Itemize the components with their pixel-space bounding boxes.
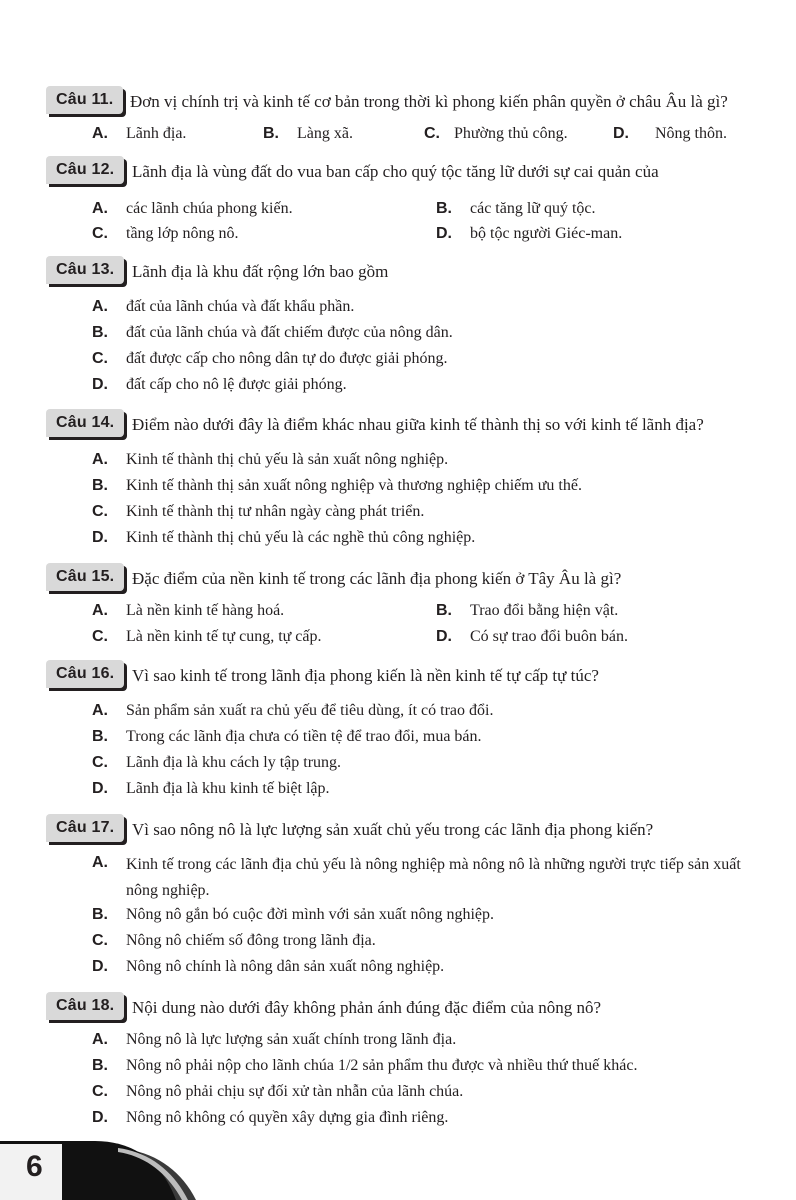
option-letter: C.	[424, 125, 440, 142]
question-header	[46, 156, 786, 184]
option-text: Nông nô chính là nông dân sản xuất nông nghiệp.	[126, 958, 445, 975]
option-text: Nông nô phải chịu sự đối xử tàn nhẫn của lãnh chúa.	[126, 1083, 464, 1100]
option-letter: D.	[92, 780, 108, 797]
question-number-badge: Câu 16.	[46, 660, 124, 688]
question-header	[46, 409, 786, 437]
question-header	[46, 256, 786, 284]
option-text: Có sự trao đổi buôn bán.	[470, 628, 628, 645]
option-text: Lãnh địa là khu cách ly tập trung.	[126, 754, 342, 771]
option-text: Nông nô gắn bó cuộc đời mình với sản xuất nông nghiệp.	[126, 906, 494, 923]
option-text: Nông nô phải nộp cho lãnh chúa 1/2 sản phẩm thu được và nhiều thứ thuế khác.	[126, 1057, 638, 1074]
option-letter: C.	[92, 1083, 108, 1100]
question-text: Vì sao nông nô là lực lượng sản xuất chủ yếu trong các lãnh địa phong kiến?	[132, 820, 654, 839]
option-text: Kinh tế thành thị chủ yếu là các nghề thủ công nghiệp.	[126, 529, 476, 546]
option-text: Trao đổi bằng hiện vật.	[470, 602, 619, 619]
option-text: Là nền kinh tế hàng hoá.	[126, 602, 285, 619]
question-text: Nội dung nào dưới đây không phản ánh đúng đặc điểm của nông nô?	[132, 998, 602, 1017]
question-text: Lãnh địa là khu đất rộng lớn bao gồm	[132, 262, 389, 281]
option-text: Lãnh địa.	[126, 125, 187, 142]
option-letter: C.	[92, 932, 108, 949]
option-letter: D.	[92, 376, 108, 393]
option-letter: D.	[92, 529, 108, 546]
question-text: Đơn vị chính trị và kinh tế cơ bản trong thời kì phong kiến phân quyền ở châu Âu là gì?	[130, 92, 728, 111]
option-letter: A.	[92, 1031, 108, 1048]
question-number-badge: Câu 11.	[46, 86, 123, 114]
question-header	[46, 814, 786, 842]
option-text: các tăng lữ quý tộc.	[470, 200, 596, 217]
option-text: Làng xã.	[297, 125, 353, 142]
option-text: Nông nô là lực lượng sản xuất chính trong lãnh địa.	[126, 1031, 457, 1048]
option-letter: D.	[92, 958, 108, 975]
option-text: tầng lớp nông nô.	[126, 225, 239, 242]
option-letter: B.	[92, 906, 108, 923]
option-letter: B.	[436, 200, 452, 217]
option-letter: A.	[92, 602, 108, 619]
option-letter: C.	[92, 350, 108, 367]
question-text: Vì sao kinh tế trong lãnh địa phong kiến là nền kinh tế tự cấp tự túc?	[132, 666, 599, 685]
question-header	[46, 992, 786, 1020]
option-text: Kinh tế thành thị sản xuất nông nghiệp và thương nghiệp chiếm ưu thế.	[126, 477, 582, 494]
option-text: bộ tộc người Giéc-man.	[470, 225, 623, 242]
option-letter: C.	[92, 754, 108, 771]
option-text: đất cấp cho nô lệ được giải phóng.	[126, 376, 347, 393]
option-letter: C.	[92, 503, 108, 520]
option-text: Phường thủ công.	[454, 125, 568, 142]
question-header	[46, 563, 786, 591]
option-text: Kinh tế thành thị chủ yếu là sản xuất nông nghiệp.	[126, 451, 449, 468]
option-letter: A.	[92, 451, 108, 468]
option-letter: A.	[92, 200, 108, 217]
option-letter: C.	[92, 628, 108, 645]
question-number-badge: Câu 12.	[46, 156, 124, 184]
option-text: Kinh tế thành thị tư nhân ngày càng phát triển.	[126, 503, 425, 520]
option-letter: D.	[613, 125, 629, 142]
option-text: đất của lãnh chúa và đất chiếm được của nông dân.	[126, 324, 453, 341]
option-letter: A.	[92, 702, 108, 719]
question-number-badge: Câu 13.	[46, 256, 124, 284]
question-text: Lãnh địa là vùng đất do vua ban cấp cho quý tộc tăng lữ dưới sự cai quản của	[132, 162, 659, 181]
option-text: các lãnh chúa phong kiến.	[126, 200, 293, 217]
option-letter: B.	[92, 324, 108, 341]
question-text: Điểm nào dưới đây là điểm khác nhau giữa kinh tế thành thị so với kinh tế lãnh địa?	[132, 415, 704, 434]
option-letter: B.	[92, 1057, 108, 1074]
option-text: Trong các lãnh địa chưa có tiền tệ để trao đổi, mua bán.	[126, 728, 482, 745]
option-letter: B.	[263, 125, 279, 142]
page-number: 6	[26, 1150, 43, 1183]
question-number-badge: Câu 17.	[46, 814, 124, 842]
option-text: Nông thôn.	[655, 125, 727, 142]
option-text: Lãnh địa là khu kinh tế biệt lập.	[126, 780, 330, 797]
option-letter: C.	[92, 225, 108, 242]
question-number-badge: Câu 14.	[46, 409, 124, 437]
option-text: Là nền kinh tế tự cung, tự cấp.	[126, 628, 322, 645]
option-letter: D.	[436, 225, 452, 242]
option-text: Nông nô không có quyền xây dựng gia đình riêng.	[126, 1109, 449, 1126]
question-number-badge: Câu 18.	[46, 992, 124, 1020]
option-letter: D.	[436, 628, 452, 645]
question-header	[46, 660, 786, 688]
option-letter: A.	[92, 298, 108, 315]
question-number-badge: Câu 15.	[46, 563, 124, 591]
option-text: đất được cấp cho nông dân tự do được giải phóng.	[126, 350, 448, 367]
option-letter: B.	[436, 602, 452, 619]
option-text: Sản phẩm sản xuất ra chủ yếu để tiêu dùng, ít có trao đổi.	[126, 702, 494, 719]
option-letter: B.	[92, 477, 108, 494]
option-text: Kinh tế trong các lãnh địa chủ yếu là nông nghiệp mà nông nô là những người trực tiếp sản xuất nông nghiệp.	[126, 856, 741, 899]
question-header	[46, 86, 786, 114]
option-letter: D.	[92, 1109, 108, 1126]
option-letter: A.	[92, 125, 108, 142]
option-letter: A.	[92, 854, 108, 871]
question-text: Đặc điểm của nền kinh tế trong các lãnh địa phong kiến ở Tây Âu là gì?	[132, 569, 622, 588]
option-text: đất của lãnh chúa và đất khẩu phần.	[126, 298, 355, 315]
option-letter: B.	[92, 728, 108, 745]
option-text: Nông nô chiếm số đông trong lãnh địa.	[126, 932, 376, 949]
